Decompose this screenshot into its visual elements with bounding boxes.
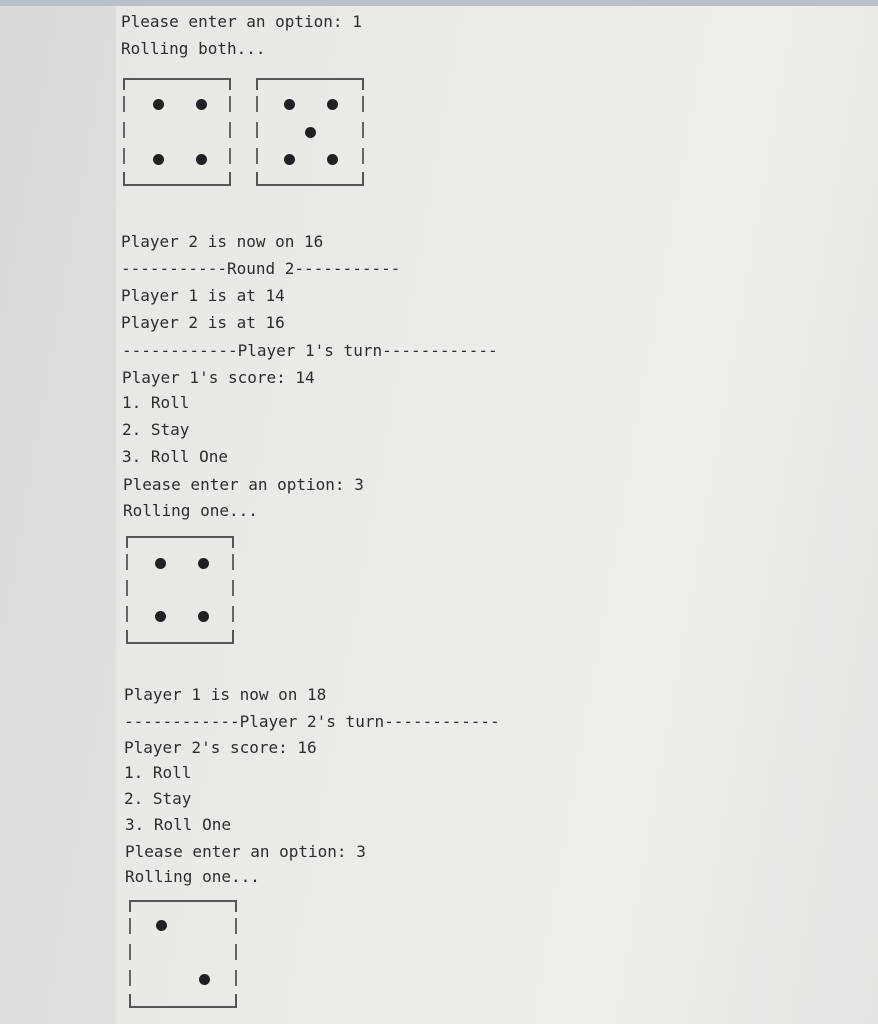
die-player1-roll-one <box>126 536 234 644</box>
console-line: -----------Round 2----------- <box>121 259 401 278</box>
die-roll-both-1 <box>123 78 231 186</box>
console-line: 3. Roll One <box>125 815 231 834</box>
console-line: Player 2 is now on 16 <box>121 232 324 251</box>
console-line: ------------Player 1's turn------------ <box>122 341 498 360</box>
die-pip <box>198 558 209 569</box>
console-line: 3. Roll One <box>122 447 228 466</box>
console-line: Rolling both... <box>121 39 266 58</box>
console-line: Please enter an option: 3 <box>123 475 364 494</box>
die-pip <box>284 99 295 110</box>
console-line: Player 1 is at 14 <box>121 286 285 305</box>
die-player2-roll-one <box>129 900 237 1008</box>
console-output[interactable] <box>116 6 878 1024</box>
console-line: Rolling one... <box>123 501 258 520</box>
console-line: Player 1 is now on 18 <box>124 685 327 704</box>
die-pip <box>153 99 164 110</box>
console-line: 2. Stay <box>124 789 192 808</box>
console-line: Player 2's score: 16 <box>124 738 317 757</box>
die-pip <box>199 974 210 985</box>
die-pip <box>198 611 209 622</box>
console-line: Player 1's score: 14 <box>122 368 315 387</box>
die-pip <box>153 154 164 165</box>
die-pip <box>196 154 207 165</box>
console-line: ------------Player 2's turn------------ <box>124 712 500 731</box>
console-line: Please enter an option: 1 <box>121 12 362 31</box>
console-line: Player 2 is at 16 <box>121 313 285 332</box>
die-roll-both-2 <box>256 78 364 186</box>
console-line: 1. Roll <box>122 393 190 412</box>
console-line: 1. Roll <box>124 763 192 782</box>
die-pip <box>196 99 207 110</box>
console-line: 2. Stay <box>122 420 190 439</box>
die-pip <box>155 611 166 622</box>
die-pip <box>305 127 316 138</box>
die-pip <box>156 920 167 931</box>
console-line: Please enter an option: 3 <box>125 842 366 861</box>
console-line: Rolling one... <box>125 867 260 886</box>
die-pip <box>327 99 338 110</box>
die-pip <box>155 558 166 569</box>
die-pip <box>284 154 295 165</box>
die-pip <box>327 154 338 165</box>
